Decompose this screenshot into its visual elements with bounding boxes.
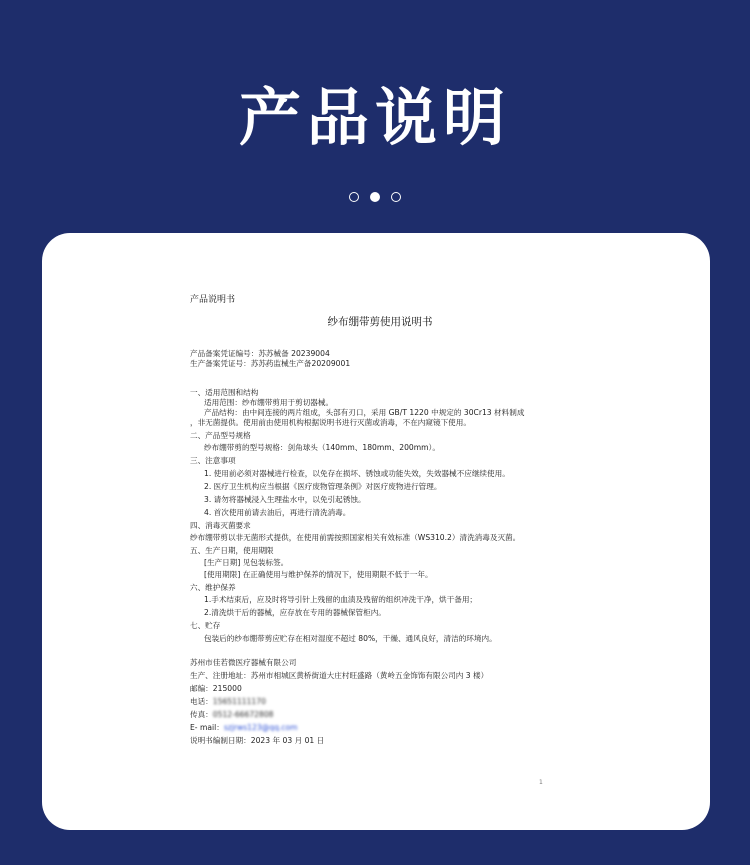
section-5-title: 五、生产日期，使用期限 [190,546,274,555]
section-5-service-life: [使用期限] 在正确使用与维护保养的情况下，使用期限不低于一年。 [204,570,433,579]
fax-label: 传真： [190,710,213,719]
section-6-maintenance-2: 2.清洗烘干后的器械，应存放在专用的器械保管柜内。 [204,608,386,617]
registration-number: 产品备案凭证编号：苏苏械备 20239004 [190,349,330,358]
section-5-production-date: [生产日期] 见包装标签。 [204,558,289,567]
section-1-structure-continued: ，非无菌提供。使用前由使用机构根据说明书进行灭菌或消毒，不在内窥镜下使用。 [190,418,471,427]
fax-row [190,710,570,720]
section-1-scope: 适用范围：纱布绷带剪用于剪切器械。 [204,398,334,407]
section-3-title: 三、注意事项 [190,456,236,465]
carousel-dot-2-active[interactable] [370,192,380,202]
section-4-text: 纱布绷带剪以非无菌形式提供，在使用前需按照国家相关有效标准（WS310.2）清洗消毒及灭菌。 [190,533,521,542]
section-1-structure: 产品结构：由中间连接的两片组成，头部有刃口，采用 GB/T 1220 中规定的 30Cr13 材料制成 [204,408,525,417]
section-2-spec: 纱布绷带剪的型号规格：剑角球头（140mm、180mm、200mm）。 [204,443,440,452]
section-3-note-1: 1. 使用前必须对器械进行检查，以免存在损坏、锈蚀或功能失效，失效器械不应继续使用。 [204,469,510,478]
email-label: E- mail： [190,723,224,732]
compile-date: 说明书编制日期：2023 年 03 月 01 日 [190,736,325,745]
company-address: 生产、注册地址：苏州市相城区黄桥街道大庄村旺盛路（黄岭五金饰饰有限公司内 3 楼） [190,671,489,680]
email-link[interactable]: szjrws123@qq.com [223,723,298,732]
carousel-dot-1[interactable] [349,192,359,202]
fax-value: 0512-66672808 [212,710,274,719]
section-3-note-4: 4. 首次使用前请去油后，再进行清洗消毒。 [204,508,351,517]
document-label: 产品说明书 [190,295,236,305]
phone-label: 电话： [190,697,213,706]
section-6-maintenance-1: 1.手术结束后，应及时将导引针上残留的血渍及残留的组织冲洗干净，烘干备用； [204,595,478,604]
phone-value: 15651111170 [212,697,266,706]
section-2-title: 二、产品型号规格 [190,431,251,440]
email-row [190,723,570,733]
company-name: 苏州市佳若微医疗器械有限公司 [190,658,297,667]
carousel-dots [0,192,750,202]
document-heading: 纱布绷带剪使用说明书 [327,316,433,328]
section-6-title: 六、维护保养 [190,583,236,592]
section-4-title: 四、消毒灭菌要求 [190,521,251,530]
section-3-note-3: 3. 请勿将器械浸入生理盐水中，以免引起锈蚀。 [204,495,366,504]
production-number: 生产备案凭证号：苏苏药监械生产备20209001 [190,359,351,368]
postcode: 邮编：215000 [190,684,242,693]
phone-row [190,697,570,707]
page-number: 1 [539,779,543,786]
product-manual-document [190,295,570,746]
carousel-dot-3[interactable] [391,192,401,202]
section-3-note-2: 2. 医疗卫生机构应当根据《医疗废物管理条例》对医疗废物进行管理。 [204,482,442,491]
section-7-title: 七、贮存 [190,621,221,630]
section-7-text: 包装后的纱布绷带剪应贮存在相对湿度不超过 80%，干燥、通风良好，清洁的环境内。 [204,634,497,643]
banner-title: 产品说明 [238,81,511,154]
section-1-title: 一、适用范围和结构 [190,388,259,397]
